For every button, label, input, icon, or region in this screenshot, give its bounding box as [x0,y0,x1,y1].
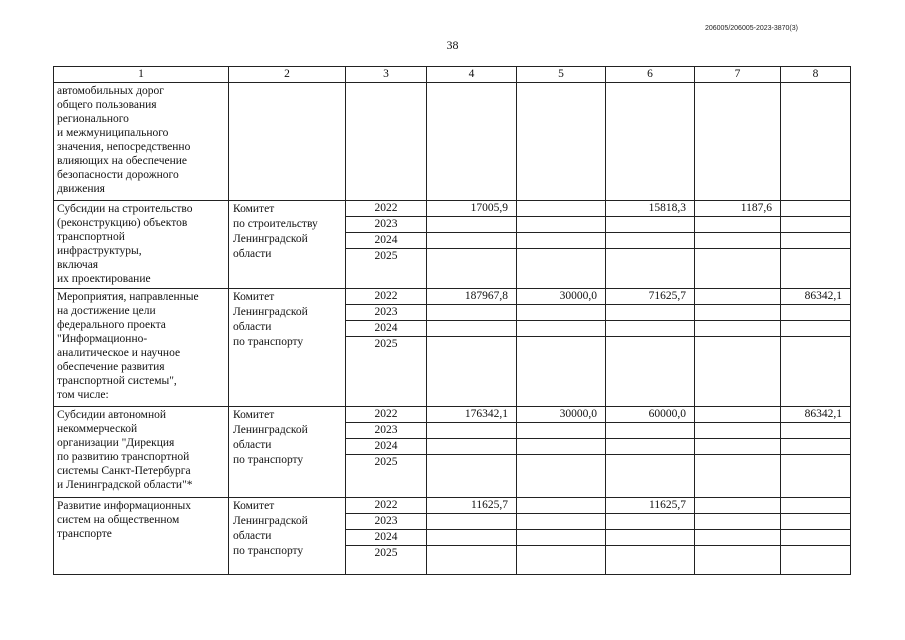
amount-value: 17005,9 [427,201,516,217]
amount-value: 30000,0 [517,289,605,305]
amount-value [427,455,516,470]
value-cell [695,498,781,575]
page-number: 38 [446,38,459,52]
amount-value [695,423,780,439]
amount-value [606,249,694,264]
year-value: 2025 [374,250,398,262]
amount-value [695,321,780,337]
amount-value: 60000,0 [606,407,694,423]
amount-value [695,407,780,423]
amount-value [427,321,516,337]
year-value: 2025 [374,547,398,559]
value-cell [517,407,606,498]
measure-name-cell [54,289,229,407]
amount-value [695,546,780,561]
amount-value [517,498,605,514]
year-value: 2022 [346,498,426,514]
responsible-cell [229,498,346,575]
responsible-line: Комитет [233,291,275,303]
amount-value [517,337,605,352]
amount-value: 71625,7 [606,289,694,305]
amount-value [606,546,694,561]
amount-value: 15818,3 [606,201,694,217]
amount-value [427,233,516,249]
measure-name-cell [54,498,229,575]
responsible-line: Ленинградской [233,424,308,436]
amount-value [781,498,850,514]
amount-value: 86342,1 [781,289,850,305]
value-cell [427,289,517,407]
amount-value [606,439,694,455]
amount-value [427,305,516,321]
value-cell [427,407,517,498]
value-cell [606,83,695,201]
amount-value [695,337,780,352]
year-value: 2023 [346,305,426,321]
amount-value [427,423,516,439]
responsible-line: по транспорту [233,336,304,348]
column-header: 3 [346,67,427,83]
amount-value [606,423,694,439]
column-number-row [54,67,851,83]
year-value: 2022 [346,407,426,423]
value-cell [517,498,606,575]
amount-value [695,305,780,321]
amount-value [427,337,516,352]
amount-value [695,217,780,233]
value-cell [695,289,781,407]
column-header: 6 [606,67,695,83]
measure-name-line: системы Санкт-Петербурга [57,465,191,477]
amount-value [427,530,516,546]
column-header: 2 [229,67,346,83]
amount-value: 11625,7 [427,498,516,514]
measure-name-line: обеспечение развития [57,361,165,373]
amount-value: 176342,1 [427,407,516,423]
amount-value [695,530,780,546]
amount-value [695,455,780,470]
amount-value: 86342,1 [781,407,850,423]
year-cell [346,498,427,575]
measure-name-line: Субсидии автономной [57,409,167,421]
amount-value [781,305,850,321]
amount-value [781,439,850,455]
amount-value [695,498,780,514]
measure-name-line: автомобильных дорог [57,85,164,97]
measure-name-line: движения [57,183,105,195]
amount-value [606,233,694,249]
responsible-cell [229,407,346,498]
measure-name-cell [54,201,229,289]
measure-name-line: регионального [57,113,129,125]
value-cell [606,498,695,575]
amount-value [781,514,850,530]
value-cell [695,83,781,201]
value-cell [781,289,851,407]
year-cell [346,407,427,498]
table-row [54,83,851,201]
amount-value [427,217,516,233]
value-cell [695,407,781,498]
responsible-line: Комитет [233,500,275,512]
measure-name-cell [54,407,229,498]
amount-value [695,439,780,455]
measure-name-line: общего пользования [57,99,157,111]
responsible-line: области [233,530,272,542]
value-cell [781,498,851,575]
amount-value [695,514,780,530]
amount-value [606,455,694,470]
document-id: 206005/206005-2023-3870(3) [704,25,798,32]
amount-value [517,305,605,321]
responsible-line: по транспорту [233,454,304,466]
responsible-line: Ленинградской [233,515,308,527]
year-value: 2024 [346,233,426,249]
amount-value: 11625,7 [606,498,694,514]
budget-table [53,66,851,575]
year-value: 2024 [346,439,426,455]
amount-value [517,423,605,439]
amount-value [781,201,850,217]
table-row [54,289,851,407]
amount-value [606,321,694,337]
measure-name-line: транспортной [57,231,125,243]
amount-value [695,233,780,249]
amount-value [781,217,850,233]
amount-value: 187967,8 [427,289,516,305]
column-header: 5 [517,67,606,83]
year-cell [346,289,427,407]
measure-name-line: Развитие информационных [57,500,192,512]
amount-value [517,455,605,470]
measure-name-line: том числе: [57,389,109,401]
value-cell [606,289,695,407]
measure-name-line: "Информационно- [57,333,148,345]
amount-value [781,233,850,249]
value-cell [427,498,517,575]
column-header: 7 [695,67,781,83]
measure-name-line: на достижение цели [57,305,156,317]
year-value: 2024 [346,530,426,546]
measure-name-line: включая [57,259,99,271]
year-value: 2022 [346,289,426,305]
responsible-line: области [233,248,272,260]
responsible-line: по транспорту [233,545,304,557]
year-value: 2023 [346,514,426,530]
measure-name-line: аналитическое и научное [57,347,181,359]
amount-value: 1187,6 [695,201,780,217]
measure-name-line: транспортной системы", [57,375,177,387]
amount-value [517,321,605,337]
amount-value [427,546,516,561]
amount-value [517,249,605,264]
value-cell [781,83,851,201]
amount-value: 30000,0 [517,407,605,423]
column-header: 4 [427,67,517,83]
value-cell [695,201,781,289]
amount-value [606,514,694,530]
year-cell [346,83,427,201]
measure-name-line: (реконструкцию) объектов [57,217,188,229]
amount-value [517,439,605,455]
measure-name-line: систем на общественном [57,514,180,526]
value-cell [427,201,517,289]
amount-value [427,249,516,264]
value-cell [781,201,851,289]
amount-value [781,530,850,546]
value-cell [606,201,695,289]
responsible-cell [229,289,346,407]
amount-value [695,289,780,305]
measure-name-line: значения, непосредственно [57,141,191,153]
value-cell [606,407,695,498]
table-row [54,407,851,498]
measure-name-cell [54,83,229,201]
responsible-line: Ленинградской [233,233,308,245]
column-header: 8 [781,67,851,83]
measure-name-line: и межмуниципального [57,127,169,139]
amount-value [606,217,694,233]
amount-value [517,514,605,530]
year-value: 2023 [346,423,426,439]
amount-value [695,249,780,264]
responsible-line: Ленинградской [233,306,308,318]
value-cell [427,83,517,201]
measure-name-line: инфраструктуры, [57,245,142,257]
amount-value [427,439,516,455]
amount-value [606,305,694,321]
amount-value [606,530,694,546]
measure-name-line: транспорте [57,528,112,540]
amount-value [517,217,605,233]
value-cell [781,407,851,498]
measure-name-line: федерального проекта [57,319,166,331]
measure-name-line: и Ленинградской области"* [57,479,193,491]
amount-value [781,321,850,337]
responsible-line: Комитет [233,409,275,421]
measure-name-line: их проектирование [57,273,151,285]
measure-name-line: по развитию транспортной [57,451,190,463]
value-cell [517,201,606,289]
measure-name-line: Мероприятия, направленные [57,291,199,303]
responsible-line: Комитет [233,203,275,215]
amount-value [517,233,605,249]
responsible-line: области [233,321,272,333]
value-cell [517,83,606,201]
year-value: 2025 [374,456,398,468]
measure-name-line: безопасности дорожного [57,169,179,181]
amount-value [517,201,605,217]
amount-value [781,423,850,439]
amount-value [517,546,605,561]
year-value: 2025 [374,338,398,350]
year-value: 2022 [346,201,426,217]
table-row [54,498,851,575]
amount-value [781,337,850,352]
value-cell [517,289,606,407]
amount-value [517,530,605,546]
year-value: 2024 [346,321,426,337]
amount-value [781,249,850,264]
responsible-cell [229,201,346,289]
year-cell [346,201,427,289]
amount-value [781,455,850,470]
measure-name-line: некоммерческой [57,423,138,435]
measure-name-line: Субсидии на строительство [57,203,193,215]
measure-name-line: организации "Дирекция [57,437,175,449]
amount-value [606,337,694,352]
amount-value [781,546,850,561]
table-row [54,201,851,289]
amount-value [427,514,516,530]
responsible-line: области [233,439,272,451]
column-header: 1 [54,67,229,83]
measure-name-line: влияющих на обеспечение [57,155,188,167]
responsible-cell [229,83,346,201]
responsible-line: по строительству [233,218,318,230]
year-value: 2023 [346,217,426,233]
